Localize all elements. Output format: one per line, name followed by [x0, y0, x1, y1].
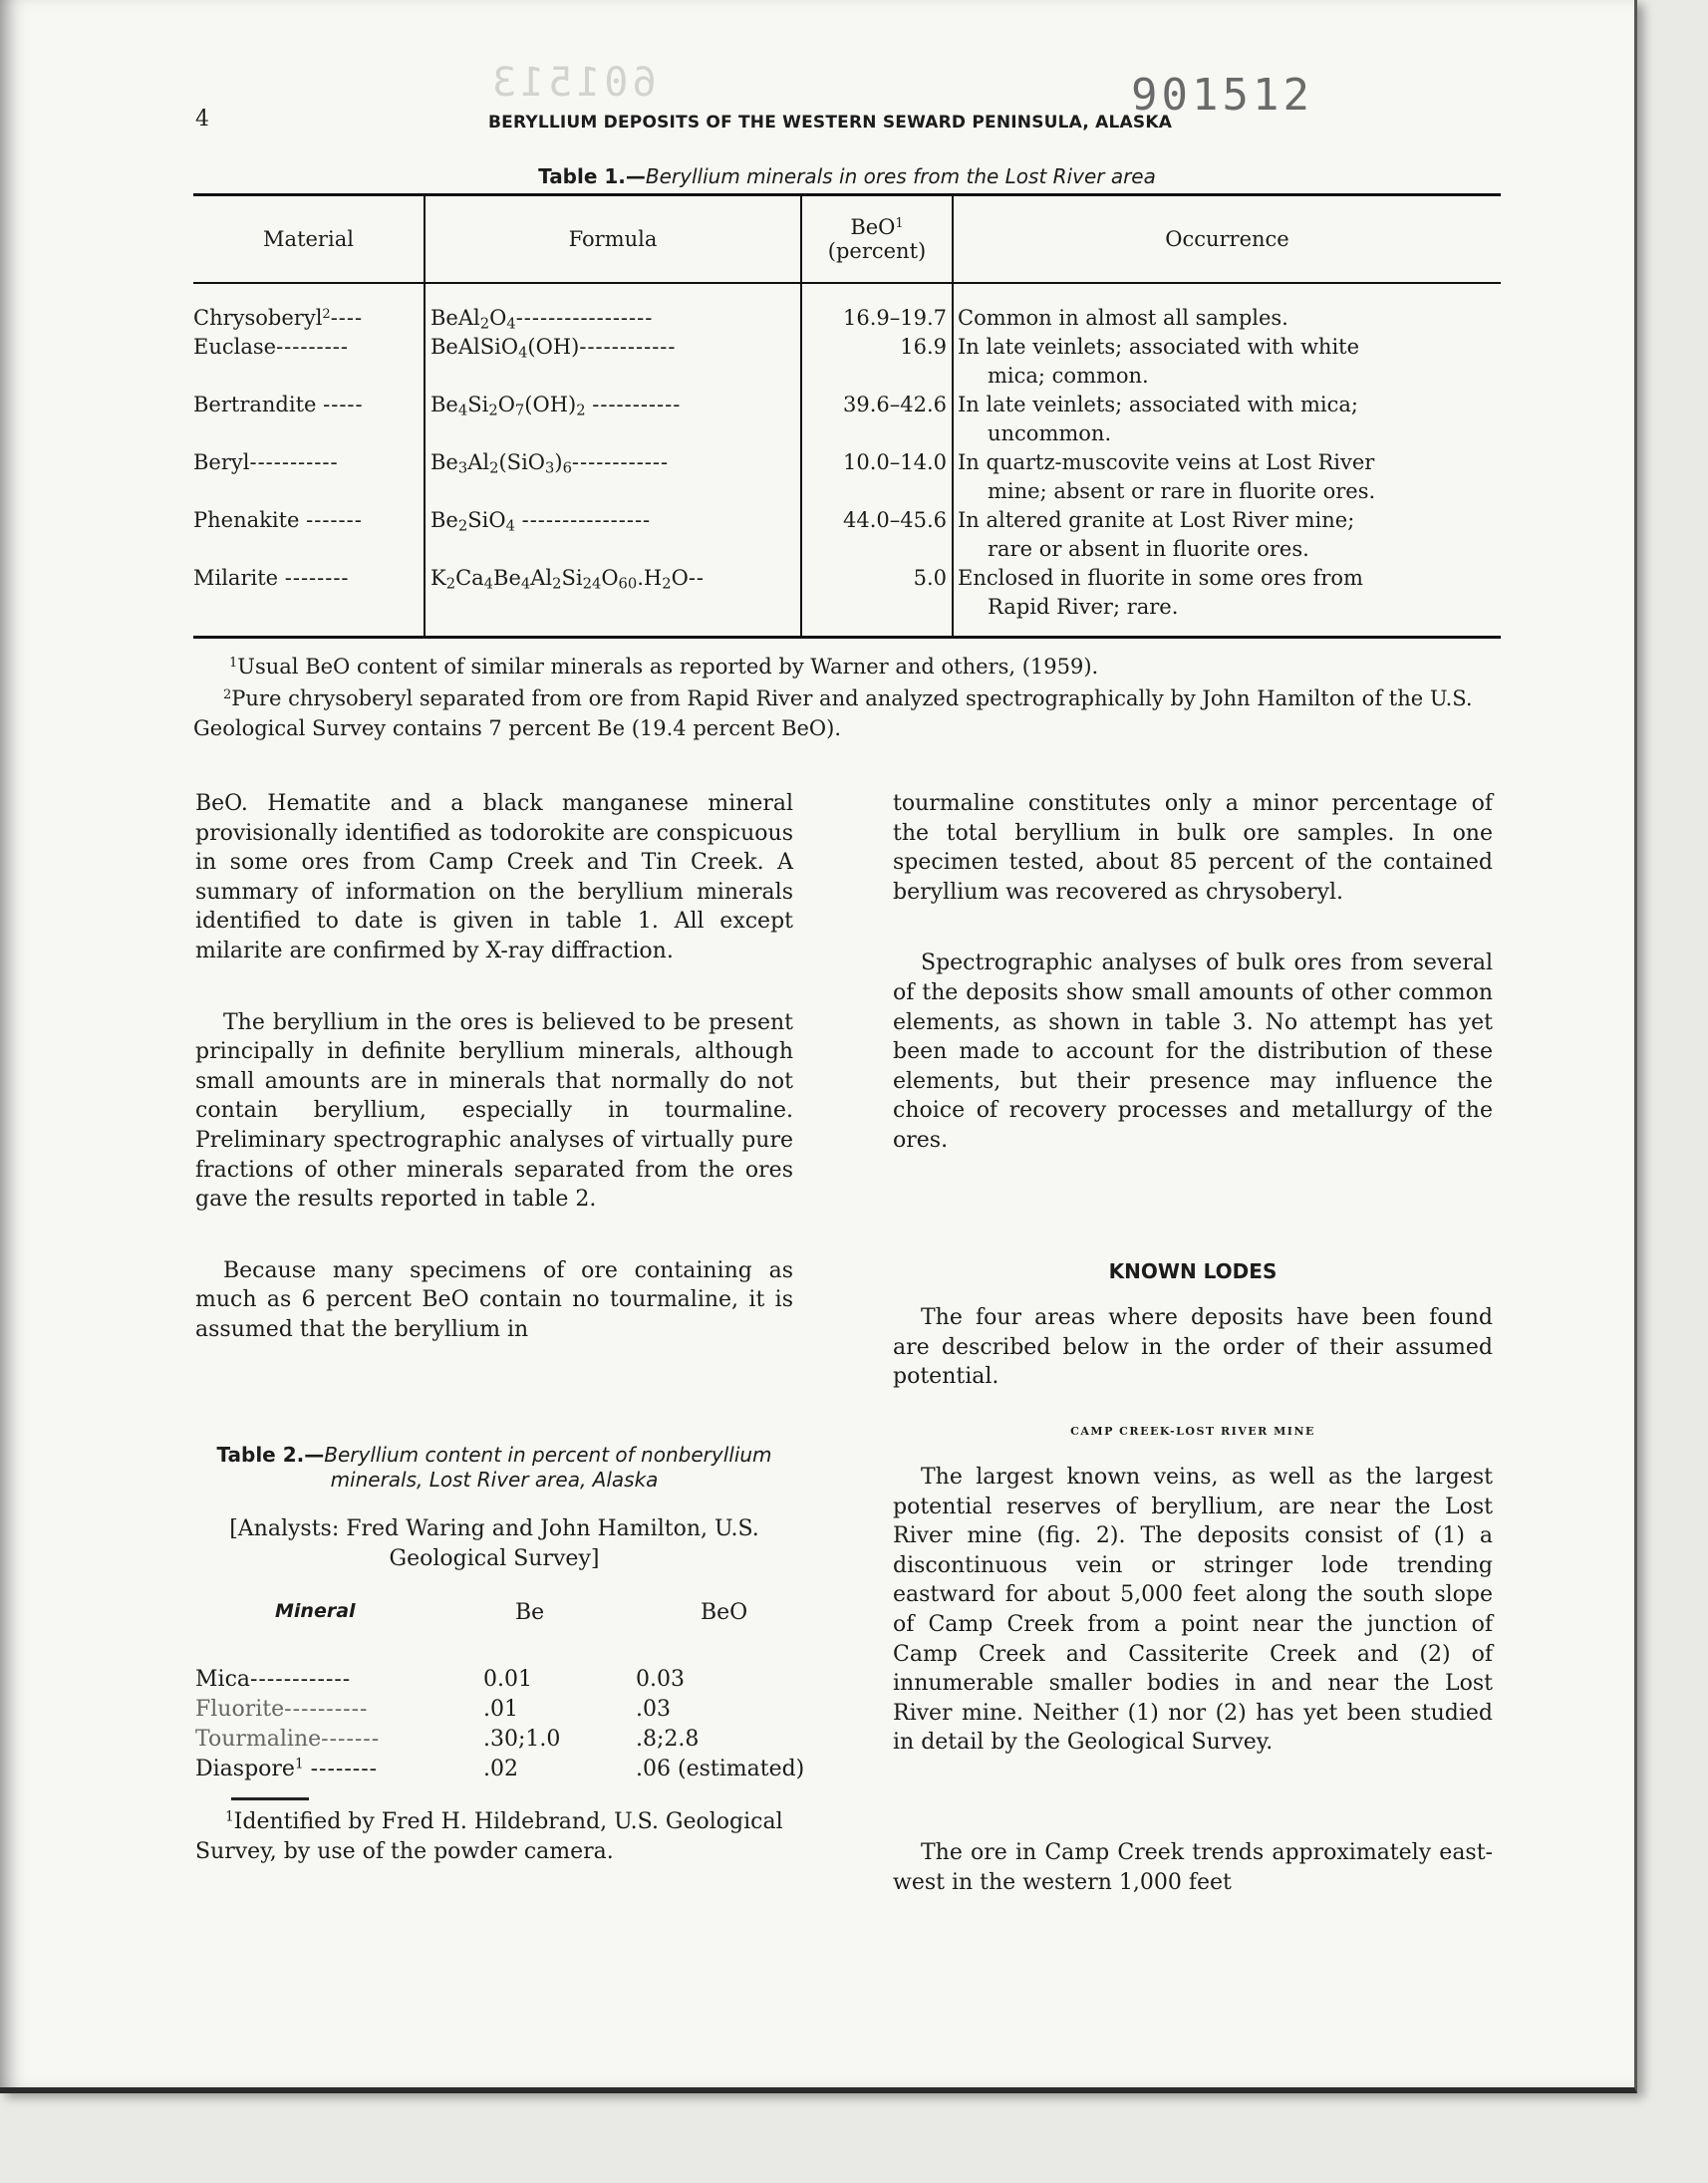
table1-header-row	[193, 195, 1501, 284]
left-column	[195, 789, 793, 1345]
occurrence-line: Common in almost all samples.	[958, 306, 1288, 330]
table-cell-beo: 5.0	[801, 564, 953, 638]
mineral-name: Mica	[195, 1667, 250, 1692]
table-cell-occurrence	[953, 333, 1501, 391]
table1-footnote-1	[229, 652, 1098, 682]
occurrence-line: rare or absent in fluorite ores.	[988, 537, 1309, 561]
table-row	[193, 448, 1501, 506]
material-name: Beryl	[193, 450, 250, 474]
occurrence-line: In altered granite at Lost River mine;	[958, 508, 1355, 532]
table1-header-formula: Formula	[425, 195, 801, 284]
footnote-ref: 1	[294, 1756, 304, 1773]
material-name: Chrysoberyl	[193, 306, 323, 330]
mineral-name: Fluorite	[195, 1697, 285, 1722]
formula-text: $Be_2SiO_4$	[430, 508, 515, 535]
table-cell-be: .01	[483, 1697, 518, 1722]
formula-text: $K_2Ca_4Be_4Al_2Si_{24}O_{60}.H_2O$	[430, 566, 689, 593]
table1-header-beo-unit: (percent)	[827, 239, 927, 263]
table-cell-material: Bertrandite -----	[193, 393, 364, 416]
table-row	[193, 506, 1501, 564]
table-cell-mineral: Mica------------	[195, 1667, 352, 1692]
section-heading-known-lodes: KNOWN LODES	[1108, 1259, 1278, 1283]
mineral-name: Diaspore	[195, 1757, 295, 1781]
table-cell-mineral: Tourmaline-------	[195, 1727, 381, 1752]
table2	[195, 1599, 804, 1784]
table1	[193, 193, 1501, 639]
table-row	[193, 333, 1501, 391]
table1-header-material: Material	[193, 195, 425, 284]
running-head: BERYLLIUM DEPOSITS OF THE WESTERN SEWARD PENINSULA, ALASKA	[488, 113, 1173, 133]
table1-header-beo-label: BeO	[850, 215, 896, 239]
material-name: Euclase	[193, 335, 277, 359]
footnote-mark: 1	[229, 655, 238, 671]
occurrence-line: Rapid River; rare.	[988, 595, 1179, 619]
material-name: Milarite	[193, 566, 279, 590]
formula-text: $Be_3Al_2(SiO_3)_6$	[430, 450, 572, 477]
table2-caption-label: Table 2.—	[216, 1443, 325, 1467]
table2-analysts: [Analysts: Fred Waring and John Hamilton, U.S. Geological Survey]	[229, 1516, 759, 1571]
table-cell-beo: 0.03	[636, 1667, 685, 1692]
table-cell-be: .30;1.0	[483, 1727, 561, 1752]
table-cell-beo: .03	[636, 1697, 671, 1722]
table-cell-mineral: Diaspore$^1$ --------	[195, 1756, 379, 1781]
right-column	[893, 789, 1493, 1156]
body-paragraph: Because many specimens of ore containing as much as 6 percent BeO contain no tourmaline, it is assumed that the beryllium in	[195, 1257, 793, 1342]
table1-caption-label: Table 1.—	[538, 164, 646, 188]
footnote-rule	[231, 1797, 309, 1800]
table-row	[195, 1755, 804, 1784]
table-row	[193, 391, 1501, 448]
mineral-name: Tourmaline	[195, 1727, 322, 1752]
table-cell-be: 0.01	[483, 1667, 532, 1692]
table-cell-material: Beryl-----------	[193, 450, 339, 474]
occurrence-line: mica; common.	[988, 364, 1149, 388]
table-cell-be: .02	[483, 1757, 518, 1781]
bleed-through-stamp: 601513	[488, 60, 657, 106]
footnote-mark: 1	[225, 1808, 234, 1825]
occurrence-line: In late veinlets; associated with white	[958, 335, 1360, 359]
table-cell-formula: BeAlSiO$_4$(OH)------------	[425, 333, 801, 391]
page-number: 4	[195, 107, 209, 132]
table-cell-beo: 16.9–19.7	[801, 283, 953, 333]
table-cell-material: Phenakite -------	[193, 508, 363, 532]
body-paragraph: BeO. Hematite and a black manganese mineral provisionally identified as todorokite are conspicuous in some ores from Camp Creek and Tin Creek. A summary of information on the beryllium minerals identified to date is given in table 1. All except milarite are confirmed by X-ray diffraction.	[195, 791, 793, 963]
table-cell-beo: 44.0–45.6	[801, 506, 953, 564]
table1-caption	[199, 164, 1495, 188]
table-cell-beo: 39.6–42.6	[801, 391, 953, 448]
formula-text: $BeAl_2O_4$	[430, 306, 516, 333]
table-cell-mineral: Fluorite----------	[195, 1697, 369, 1722]
occurrence-line: In quartz-muscovite veins at Lost River	[958, 450, 1375, 474]
occurrence-line: mine; absent or rare in fluorite ores.	[988, 479, 1376, 503]
table2-header-be: Be	[515, 1600, 545, 1625]
material-name: Bertrandite	[193, 393, 317, 416]
formula-text: $Be_4Si_2O_7(OH)_2$	[430, 393, 586, 419]
footnote-text: Identified by Fred H. Hildebrand, U.S. Geological Survey, by use of the powder camera.	[195, 1809, 783, 1864]
table1-footnote-2	[193, 683, 1509, 743]
table-row	[195, 1725, 804, 1755]
table2-caption-title: Beryllium content in percent of nonberyllium minerals, Lost River area, Alaska	[324, 1443, 772, 1492]
footnote-ref: 1	[895, 215, 904, 231]
table-cell-occurrence	[953, 448, 1501, 506]
body-paragraph: Spectrographic analyses of bulk ores from several of the deposits show small amounts of other common elements, as shown in table 3. No attempt has yet been made to account for the distribution of these elements, but their presence may influence the choice of recovery processes and metallurgy of the ores.	[893, 951, 1493, 1153]
footnote-text: Pure chrysoberyl separated from ore from Rapid River and analyzed spectrographically by John Hamilton of the U.S. Geological Survey contains 7 percent Be (19.4 percent BeO).	[193, 686, 1473, 740]
footnote-text: Usual BeO content of similar minerals as reported by Warner and others, (1959).	[237, 655, 1099, 679]
formula-text: BeAlSiO$_4$(OH)	[430, 335, 580, 362]
table-cell-formula: $Be_3Al_2(SiO_3)_6------------$	[425, 448, 801, 506]
table-cell-formula: $Be_4Si_2O_7(OH)_2$ -----------	[425, 391, 801, 448]
table1-header-occurrence: Occurrence	[953, 195, 1501, 284]
table-cell-occurrence	[953, 564, 1501, 638]
table2-header-beo: BeO	[701, 1600, 748, 1625]
table-cell-occurrence	[953, 283, 1501, 333]
table1-caption-title: Beryllium minerals in ores from the Lost River area	[645, 164, 1156, 188]
occurrence-line: Enclosed in fluorite in some ores from	[958, 566, 1363, 590]
body-paragraph: tourmaline constitutes only a minor percentage of the total beryllium in bulk ore samples. In one specimen tested, about 85 percent of the contained beryllium was recovered as chrysoberyl.	[893, 791, 1493, 905]
document-stamp-number: 901512	[1131, 70, 1313, 121]
body-paragraph: The largest known veins, as well as the largest potential reserves of beryllium, are near the Lost River mine (fig. 2). The deposits consist of (1) a discontinuous vein or stringer lode trending eastward for about 5,000 feet along the south slope of Camp Creek from a point near the junction of Camp Creek and Cassiterite Creek and (2) of innumerable smaller bodies in and near the Lost River mine. Neither (1) nor (2) has yet been studied in detail by the Geological Survey.	[893, 1465, 1493, 1756]
table-cell-beo: 10.0–14.0	[801, 448, 953, 506]
table-cell-beo: .8;2.8	[636, 1727, 700, 1752]
table-cell-occurrence	[953, 506, 1501, 564]
table-cell-formula: $Be_2SiO_4$ ----------------	[425, 506, 801, 564]
body-paragraph: The four areas where deposits have been found are described below in the order of their assumed potential.	[893, 1305, 1493, 1390]
footnote-mark: 2	[223, 686, 232, 702]
table-cell-material: Euclase---------	[193, 335, 349, 359]
subsection-heading-camp-creek: CAMP CREEK-LOST RIVER MINE	[1070, 1425, 1315, 1438]
table-row	[193, 283, 1501, 333]
footnote-ref: 2	[322, 306, 331, 322]
table-row	[195, 1641, 804, 1695]
table-cell-occurrence	[953, 391, 1501, 448]
occurrence-line: uncommon.	[988, 421, 1112, 445]
table1-header-beo	[801, 195, 953, 284]
body-paragraph: The beryllium in the ores is believed to be present principally in definite beryllium minerals, although small amounts are in minerals that normally do not contain beryllium, especially in tourmaline. Preliminary spectrographic analyses of virtually pure fractions of other minerals separated from the ores gave the results reported in table 2.	[195, 1009, 793, 1213]
table-cell-formula: $BeAl_2O_4-----------------$	[425, 283, 801, 333]
table-row	[193, 564, 1501, 638]
body-paragraph: The ore in Camp Creek trends approximately east-west in the western 1,000 feet	[893, 1840, 1493, 1895]
table-row	[195, 1695, 804, 1725]
table-cell-beo: 16.9	[801, 333, 953, 391]
table-cell-material: Milarite --------	[193, 566, 350, 590]
table2-header-mineral: Mineral	[275, 1600, 356, 1622]
table2-header-row	[195, 1599, 804, 1641]
material-name: Phenakite	[193, 508, 300, 532]
table2-footnote	[195, 1807, 793, 1867]
table-cell-formula: $K_2Ca_4Be_4Al_2Si_{24}O_{60}.H_2O--$	[425, 564, 801, 638]
occurrence-line: In late veinlets; associated with mica;	[958, 393, 1358, 416]
table2-caption	[195, 1443, 793, 1493]
table-cell-beo: .06 (estimated)	[636, 1757, 805, 1781]
table-cell-material: Chrysoberyl$^2$----	[193, 306, 364, 330]
